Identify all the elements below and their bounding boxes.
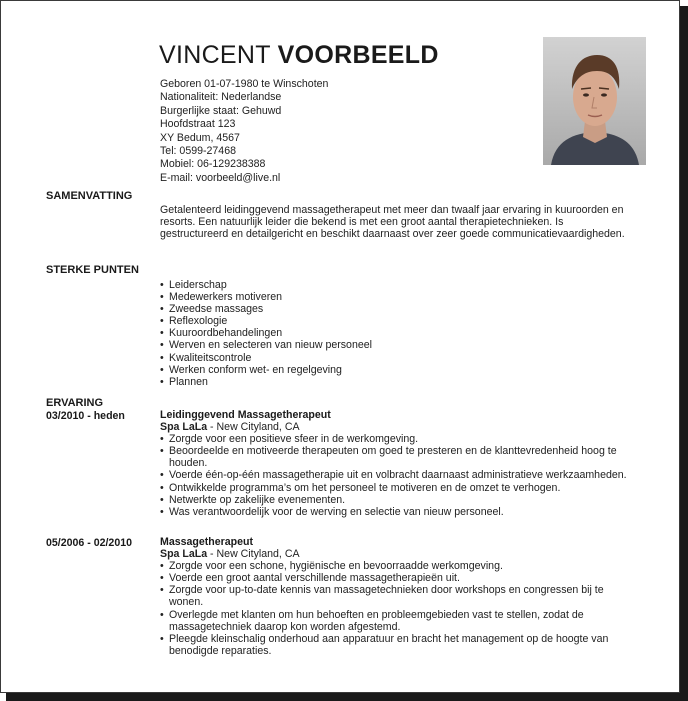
contact-birth: Geboren 01-07-1980 te Winschoten (160, 78, 329, 90)
list-item: • Zorgde voor een schone, hygiënische en bevoorraadde werkomgeving. (160, 560, 638, 572)
list-item: • Pleegde kleinschalig onderhoud aan apparatuur en bracht het management op de hoogte van benodigde reparaties. (160, 633, 638, 657)
job-1-company: Spa LaLa (160, 421, 208, 434)
list-item: • Voerde één-op-één massagetherapie uit en volbracht daarnaast administratieve werkzaamheden. (160, 469, 638, 481)
job-2-title: Massagetherapeut (160, 536, 254, 548)
summary-text: Getalenteerd leidinggevend massagetherapeut met meer dan twaalf jaar ervaring in kuuroorden en resorts. Een natuurlijk leider die bekend is met een groot aantal therapietechnieken. Is gestructureerd en detailgericht en beschikt daarnaast over zeer goede communicatievaardigheden. (160, 204, 625, 241)
page-shadow-right (680, 6, 688, 701)
job-1-dates: 03/2010 - heden (46, 410, 125, 422)
list-item: • Zorgde voor up-to-date kennis van massagetechnieken door workshops en congressen bij te wonen. (160, 584, 638, 608)
list-item: • Werken conform wet- en regelgeving (160, 364, 625, 376)
list-item: • Plannen (160, 376, 625, 388)
contact-phone: Tel: 0599-27468 (160, 145, 236, 158)
summary-heading: SAMENVATTING (46, 190, 133, 202)
contact-email: E-mail: voorbeeld@live.nl (160, 171, 281, 184)
portrait-image (543, 37, 646, 165)
list-item: • Overlegde met klanten om hun behoeften en probleemgebieden vast te stellen, zodat de massagetechniek daarop kon worden afgestemd. (160, 609, 638, 633)
strengths-heading: STERKE PUNTEN (46, 264, 139, 276)
list-item: • Reflexologie (160, 315, 625, 327)
job-2-duties (160, 560, 638, 657)
list-item: • Kuuroordbehandelingen (160, 327, 625, 339)
experience-heading: ERVARING (46, 397, 104, 409)
job-2-company: Spa LaLa (160, 548, 208, 561)
list-item: • Beoordeelde en motiveerde therapeuten om goed te presteren en de klanttevredenheid hoog te houden. (160, 445, 638, 469)
contact-city: XY Bedum, 4567 (160, 131, 240, 144)
job-1-location: - New Cityland, CA (207, 421, 300, 434)
job-1-title: Leidinggevend Massagetherapeut (160, 409, 331, 421)
job-1 (160, 409, 638, 518)
strengths-list (160, 279, 625, 388)
list-item: • Werven en selecteren van nieuw personeel (160, 339, 625, 351)
job-1-duties (160, 433, 638, 518)
list-item: • Zorgde voor een positieve sfeer in de werkomgeving. (160, 433, 638, 445)
list-item: • Voerde een groot aantal verschillende massagetherapieën uit. (160, 572, 638, 584)
profile-photo (543, 37, 646, 165)
job-2-location: - New Cityland, CA (207, 548, 300, 561)
list-item: • Zweedse massages (160, 303, 625, 315)
first-name: VINCENT (159, 41, 271, 69)
list-item: • Leiderschap (160, 279, 625, 291)
candidate-name (159, 41, 439, 70)
page-shadow-bottom (6, 693, 688, 701)
contact-marital-status: Burgerlijke staat: Gehuwd (160, 104, 282, 117)
job-2 (160, 536, 638, 657)
contact-mobile: Mobiel: 06-129238388 (160, 158, 266, 171)
list-item: • Kwaliteitscontrole (160, 352, 625, 364)
contact-street: Hoofdstraat 123 (160, 118, 236, 131)
job-2-employer (160, 548, 638, 560)
list-item: • Netwerkte op zakelijke evenementen. (160, 494, 638, 506)
job-1-employer (160, 421, 638, 433)
last-name: VOORBEELD (277, 41, 439, 69)
contact-details (160, 78, 328, 185)
list-item: • Ontwikkelde programma’s om het personeel te motiveren en de omzet te verhogen. (160, 482, 638, 494)
list-item: • Was verantwoordelijk voor de werving en selectie van nieuw personeel. (160, 506, 638, 518)
contact-nationality: Nationaliteit: Nederlandse (160, 91, 282, 104)
list-item: • Medewerkers motiveren (160, 291, 625, 303)
job-2-dates: 05/2006 - 02/2010 (46, 537, 133, 549)
